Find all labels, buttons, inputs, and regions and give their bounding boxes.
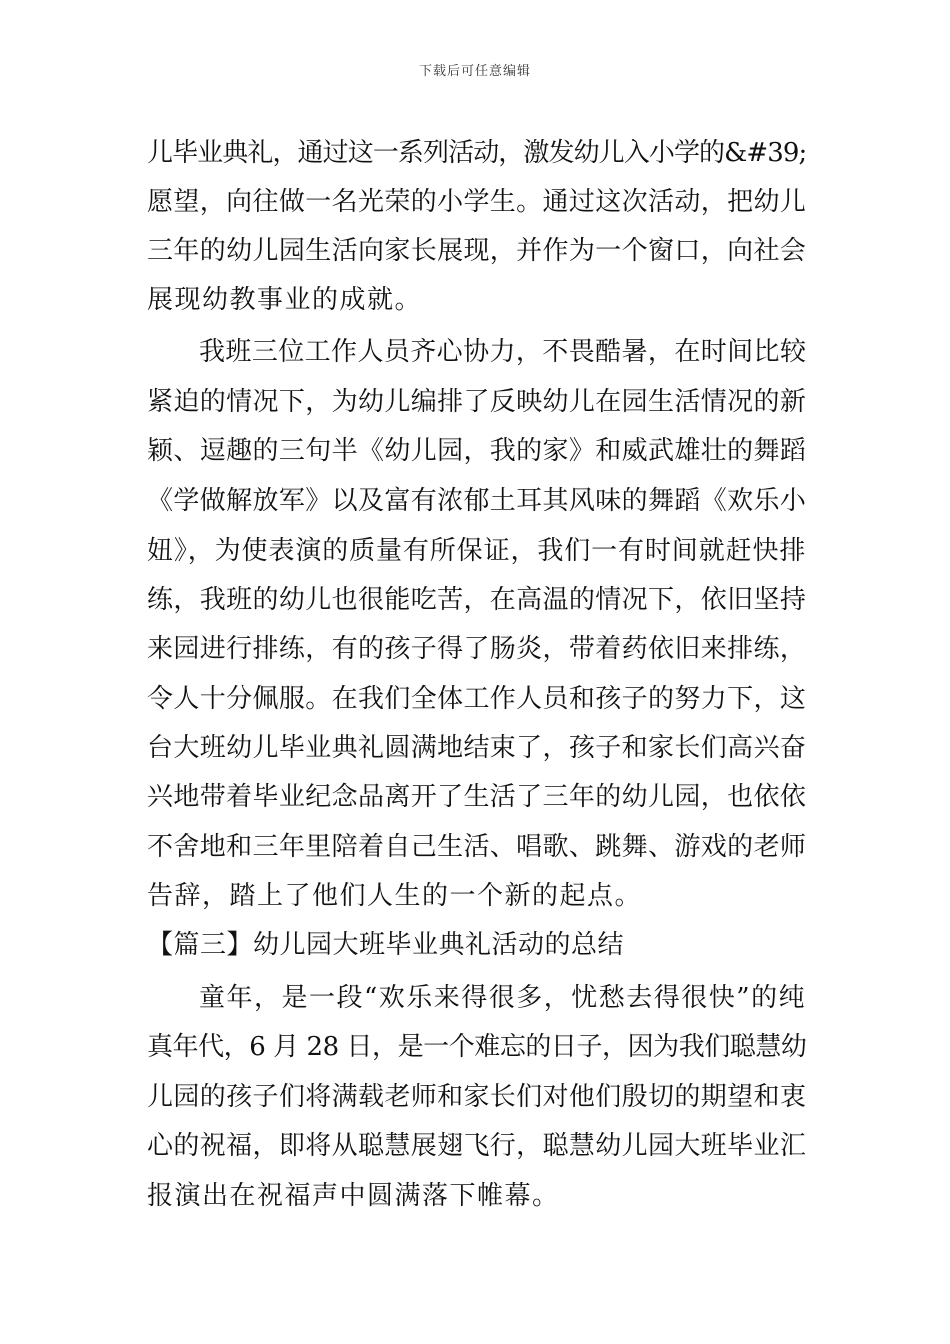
text-line: 颖、逗趣的三句半《幼儿园，我的家》和威武雄壮的舞蹈 — [147, 436, 807, 466]
text-line: 真年代，6 月 28 日，是一个难忘的日子，因为我们聪慧幼 — [147, 1032, 807, 1062]
text-line: 儿园的孩子们将满载老师和家长们对他们殷切的期望和衷 — [147, 1082, 807, 1112]
text-line: 紧迫的情况下，为幼儿编排了反映幼儿在园生活情况的新 — [147, 387, 807, 417]
text-line: 展现幼教事业的成就。 — [147, 285, 423, 315]
text-line: 不舍地和三年里陪着自己生活、唱歌、跳舞、游戏的老师 — [147, 832, 807, 862]
page-header: 下载后可任意编辑 — [418, 64, 531, 79]
text-line: 三年的幼儿园生活向家长展现，并作为一个窗口，向社会 — [147, 236, 807, 266]
text-line: 令人十分佩服。在我们全体工作人员和孩子的努力下，这 — [147, 684, 807, 714]
text-line: 台大班幼儿毕业典礼圆满地结束了，孩子和家长们高兴奋 — [147, 733, 807, 763]
text-line: 愿望，向往做一名光荣的小学生。通过这次活动，把幼儿 — [147, 187, 807, 217]
text-line: 兴地带着毕业纪念品离开了生活了三年的幼儿园，也依依 — [147, 782, 807, 812]
text-line: 练，我班的幼儿也很能吃苦，在高温的情况下，依旧坚持 — [147, 585, 807, 615]
text-line: 我班三位工作人员齐心协力，不畏酷暑，在时间比较 — [199, 337, 807, 367]
text-line: 《学做解放军》以及富有浓郁土耳其风味的舞蹈《欢乐小 — [147, 486, 807, 516]
text-line: 儿毕业典礼，通过这一系列活动，激发幼儿入小学的&#39; — [147, 138, 807, 168]
text-line: 来园进行排练，有的孩子得了肠炎，带着药依旧来排练， — [147, 634, 807, 664]
section-heading: 【篇三】幼儿园大班毕业典礼活动的总结 — [147, 930, 625, 960]
text-line: 告辞，踏上了他们人生的一个新的起点。 — [147, 881, 643, 911]
text-line: 心的祝福，即将从聪慧展翅飞行，聪慧幼儿园大班毕业汇 — [147, 1131, 807, 1161]
text-line: 童年，是一段“欢乐来得很多，忧愁去得很快”的纯 — [199, 983, 807, 1013]
text-line: 报演出在祝福声中圆满落下帷幕。 — [147, 1181, 560, 1211]
text-line: 妞》，为使表演的质量有所保证，我们一有时间就赶快排 — [147, 536, 807, 566]
